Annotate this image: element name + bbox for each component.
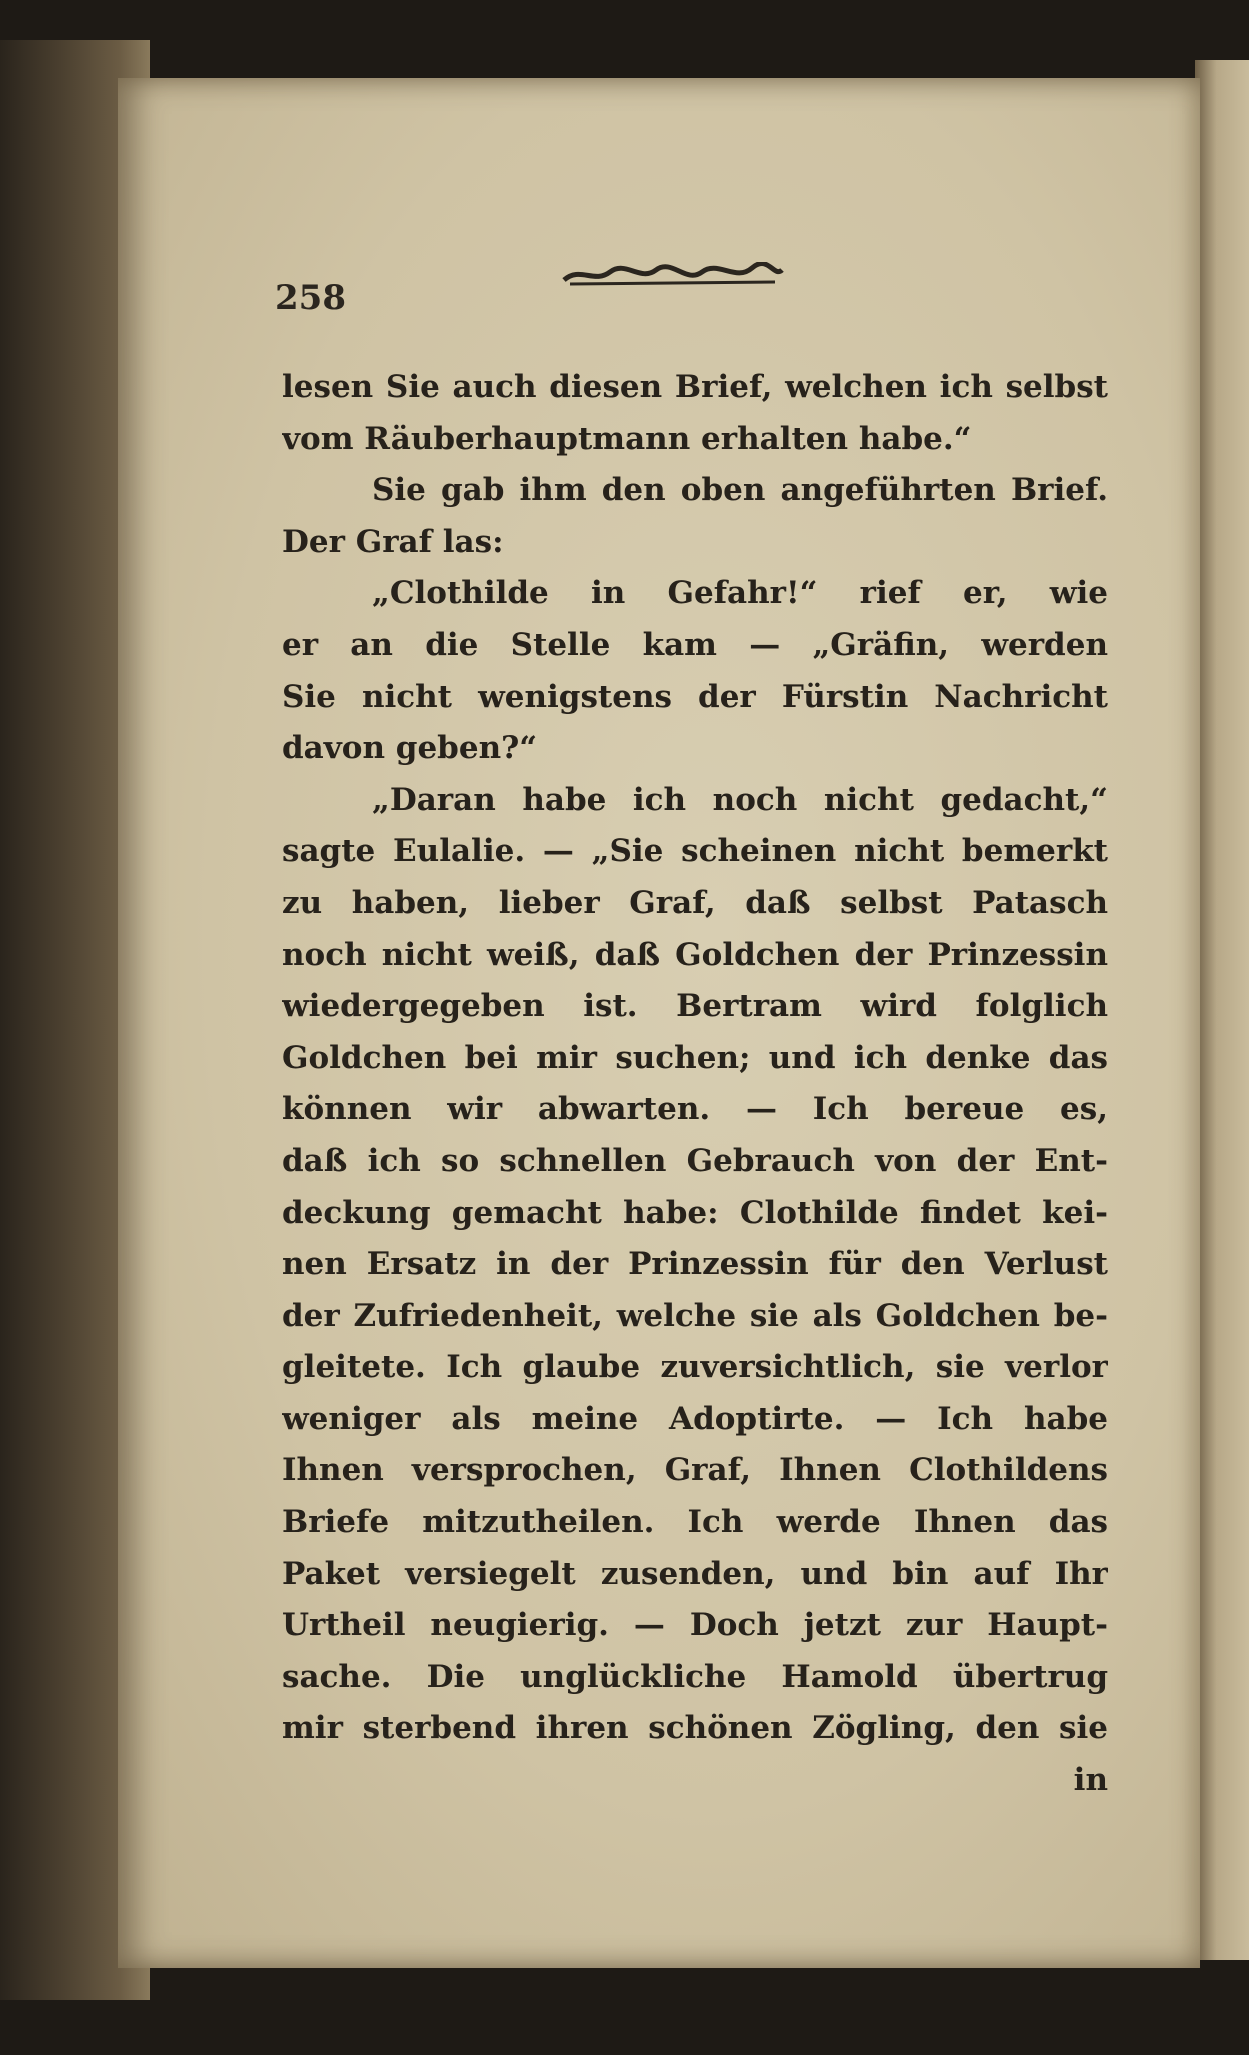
page-number: 258 bbox=[275, 278, 346, 318]
catchword: in bbox=[1073, 1762, 1108, 1799]
body-text bbox=[282, 362, 1108, 1807]
text-line: Briefe mitzutheilen. Ich werde Ihnen das bbox=[282, 1504, 1108, 1541]
text-line: nen Ersatz in der Prinzessin für den Verlust bbox=[282, 1246, 1108, 1283]
text-line: wiedergegeben ist. Bertram wird folglich bbox=[282, 988, 1108, 1025]
text-line: weniger als meine Adoptirte. — Ich habe bbox=[282, 1400, 1108, 1437]
text-line: zu haben, lieber Graf, daß selbst Patasch bbox=[282, 884, 1108, 921]
text-line: Paket versiegelt zusenden, und bin auf Ihr bbox=[282, 1555, 1108, 1592]
text-line: vom Räuberhauptmann erhalten habe.“ bbox=[282, 420, 972, 457]
text-line: der Zufriedenheit, welche sie als Goldchen be- bbox=[282, 1297, 1108, 1334]
text-line: können wir abwarten. — Ich bereue es, bbox=[282, 1091, 1108, 1128]
text-line: noch nicht weiß, daß Goldchen der Prinzessin bbox=[282, 936, 1108, 973]
text-line: sache. Die unglückliche Hamold übertrug bbox=[282, 1658, 1108, 1695]
facing-page-edge bbox=[1195, 60, 1249, 1960]
text-line: deckung gemacht habe: Clothilde findet kei- bbox=[282, 1194, 1108, 1231]
text-line: „Clothilde in Gefahr!“ rief er, wie bbox=[372, 575, 1108, 612]
text-line: sagte Eulalie. — „Sie scheinen nicht bemerkt bbox=[282, 833, 1108, 870]
text-line: lesen Sie auch diesen Brief, welchen ich selbst bbox=[282, 369, 1108, 405]
text-line: „Daran habe ich noch nicht gedacht,“ bbox=[372, 781, 1108, 818]
text-line: gleitete. Ich glaube zuversichtlich, sie verlor bbox=[282, 1349, 1108, 1386]
text-line: er an die Stelle kam — „Gräfin, werden bbox=[282, 626, 1108, 663]
text-line: Urtheil neugierig. — Doch jetzt zur Haupt- bbox=[282, 1607, 1108, 1644]
text-line: Sie nicht wenigstens der Fürstin Nachricht bbox=[282, 678, 1108, 715]
text-line: daß ich so schnellen Gebrauch von der Ent- bbox=[282, 1142, 1108, 1179]
text-line: Goldchen bei mir suchen; und ich denke das bbox=[282, 1039, 1108, 1076]
text-line: davon geben?“ bbox=[282, 730, 538, 767]
text-line: mir sterbend ihren schönen Zögling, den sie bbox=[282, 1710, 1108, 1747]
text-line: Der Graf las: bbox=[282, 523, 504, 560]
header-ornament bbox=[560, 262, 785, 288]
text-line: Ihnen versprochen, Graf, Ihnen Clothildens bbox=[282, 1452, 1108, 1489]
text-line: Sie gab ihm den oben angeführten Brief. bbox=[372, 472, 1108, 509]
